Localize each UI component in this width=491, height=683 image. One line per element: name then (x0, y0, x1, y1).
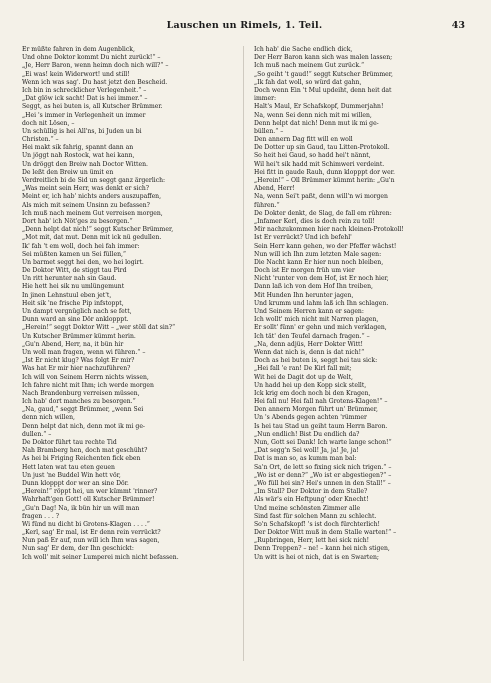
text-line: Sein Herr kann gehen, wo der Pfeffer wächst! (254, 242, 397, 250)
text-line: De Dokter denkt, de Slag, de fall em rühren: (254, 209, 392, 217)
text-line: Nun sag' Er dem, der Ihn geschickt: (22, 545, 134, 553)
text-line: Seggt, as hei buten is, all Kutscher Brümmer. (22, 103, 163, 111)
text-line: Doch as hei buten is, seggt hei tau sick: (254, 357, 378, 365)
text-line: Ich tät' den Teufel darnach fragen.“ – (254, 332, 370, 340)
text-line: „Hei 's immer in Verlegenheit un immer (22, 111, 146, 119)
text-line: Heit sik 'ne frische Pip infstoppt, (22, 299, 124, 307)
text-line: Ich muß nach meinem Gut verreisen morgen, (22, 209, 163, 217)
text-line: „Wo füll hei sin? Hei's unnen in den Stall!“ – (254, 479, 391, 487)
text-line: So heit hei Gaud, so hadd hei't nännt, (254, 152, 371, 160)
text-line: Ich woll' mit seiner Lumperei mich nicht befassen. (22, 553, 179, 561)
text-column-right (254, 46, 468, 562)
text-line: Nun will ich Ihn zum letzten Male sagen: (254, 250, 382, 258)
text-line: Wenn ich was sag'. Du hast jetzt den Bescheid. (22, 78, 168, 86)
text-line: Ich will von Seinem Herrn nichts wissen, (22, 373, 149, 381)
text-line: Un dampt vergnüglich nach se fett, (22, 308, 132, 315)
text-line: So'n Schafskopf! 's ist doch fürchterlich! (254, 520, 380, 528)
text-line: führen.“ (254, 201, 280, 209)
text-line: „Herein!“ seggt Doktor Witt – „wer stöll dat sin?“ (22, 324, 176, 332)
text-line: „Denn helpt dat nich!“ seggt Kutscher Brümmer, (22, 226, 174, 234)
text-line: Wenn dat nich is, denn is dat nich!“ (254, 348, 365, 356)
text-line: denn nich willen, (22, 414, 75, 422)
text-line: Und ohne Doktor kommt Du nicht zurück!“ – (22, 54, 161, 62)
text-line: „Na, denn adjüs, Herr Dokter Witt! (254, 340, 363, 348)
text-line: Hie hett hei sik nu umlüngemunt (22, 283, 125, 291)
text-line: Sind fast für solchen Mann zu schlecht. (254, 512, 377, 520)
text-line: Dunn klopppt dor wer an sine Dör. (22, 479, 129, 487)
text-line: „Dat segg'n Sei woll! Ja, ja! Je, ja! (254, 447, 359, 455)
text-line: Was hat Er mir hier nachzuführen? (22, 365, 131, 373)
text-line: „Na, gaud,“ seggt Brümmer, „wenn Sei (22, 406, 144, 414)
text-line: Dat is man so, as kumm man bal: (254, 455, 357, 463)
text-line: Un hadd hei up den Kopp sick stellt, (254, 381, 367, 389)
text-line: De Doktor Witt, de stiggt tau Pird (22, 267, 127, 275)
text-line: „Was meint sein Herr, was denkt er sich? (22, 185, 150, 193)
text-line: Un jöggt nah Rostock, wat hei kann, (22, 152, 135, 160)
text-line: büllen.“ – (254, 127, 284, 135)
text-line: „Kerl, sag' Er mal, ist Er denn rein verrückt? (22, 529, 161, 537)
text-line: Dann laß ich von dem Hof Ihn treiben, (254, 283, 373, 291)
text-line: Wahrhaft'gen Gott! oll Kutscher Brümmer! (22, 496, 155, 504)
text-line: Ich hab' die Sache endlich dick, (254, 46, 353, 53)
text-line: Na, wenn Sei't paßt, denn will'n wi morgen (254, 193, 388, 201)
text-line: Den annern Morgen führt un' Brümmer, (254, 406, 378, 414)
text-line: Un dröggt den Breiw nah Doctor Witten. (22, 160, 148, 168)
text-line: In jinen Lehnstuul eben jet't, (22, 291, 112, 299)
text-line: Christen.“ – (22, 136, 59, 144)
text-line: Nun paß Er auf, nun will ich Ihm was sagen, (22, 537, 160, 545)
text-line: immer: (254, 95, 277, 103)
text-line: Doch wenn Ein 't Mul updeiht, denn heit dat (254, 86, 392, 94)
text-line: Wi fünd nu dicht bi Grotens-Klagen . . . .“ (22, 520, 150, 528)
text-line: Als mich mit seinem Unsinn zu befassen? (22, 201, 150, 209)
text-line: dullen.“ – (22, 430, 52, 438)
text-line: Mir nachzukommen hier nach kleinen-Protokoll! (254, 226, 404, 234)
text-line: Abend, Herr! (254, 185, 295, 193)
text-line: Un just 'ne Buddel Win hett vör, (22, 471, 121, 479)
text-line: Doch ist Er morgen früh um vier (254, 267, 355, 275)
text-line: Nah Bramberg hen, doch mat geschüht? (22, 447, 148, 455)
text-line: Ist Er verrückt? Und ich befehl' (254, 234, 352, 242)
text-line: „Ist Er nicht klug? Was folgt Er mir? (22, 357, 135, 365)
text-line: Na, wenn Sei denn nich mit mi willen, (254, 111, 372, 119)
text-line: Und Seinem Herren kann er sagen: (254, 308, 364, 315)
text-line: „Gu'n Dag! Na, ik bün hir un will man (22, 504, 140, 512)
text-line: Un woll man fragen, wenn wi führen.“ – (22, 348, 146, 356)
text-line: fragen . . . ? (22, 512, 60, 520)
text-line: Un schüllig is hei All'ns, bi Juden un bi (22, 127, 142, 135)
text-line: Die Nacht kann Er hier nun noch bleiben, (254, 258, 384, 266)
text-line: Un 's Abends gegen achten 'rümmer (254, 414, 367, 422)
column-divider (243, 46, 244, 661)
text-line: Und meine schönsten Zimmer alle (254, 504, 361, 512)
text-line: „Ei was! kein Widerwort! und still! (22, 70, 130, 78)
text-line: Nach Brandenburg verreisen müssen, (22, 389, 140, 397)
text-line: „Infamer Kerl, dies is doch rein zu toll! (254, 217, 375, 225)
text-line: Hei fitt in gaude Rauh, dunn klopppt dor wer. (254, 168, 395, 176)
text-line: Wil hei't sik hadd mit Schimweri verdeint. (254, 160, 385, 168)
text-line: Nun, Gott sei Dank! Ich warte lange schon!“ (254, 439, 392, 446)
text-line: Un Kutscher Brümmer kümmt herin. (22, 332, 136, 340)
text-line: Un witt is hei ot nich, dat is en Swarten; (254, 553, 379, 561)
text-line: „So geiht 't gaud!“ seggt Kutscher Brümmer, (254, 70, 393, 78)
text-line: „Hei fall 'e ran! De Kirl fall mit; (254, 365, 352, 373)
text-line: Dunn ward an sine Dör anklopppt. (22, 316, 129, 324)
text-line: Der Doktor Witt muß in dem Stalle warten!“ – (254, 529, 397, 537)
text-line: Halt's Maul, Er Schafskopf, Dummerjahn! (254, 103, 384, 111)
text-line: Er müßte fahren in dem Augenblick, (22, 46, 135, 53)
text-line: „Nun endlich! Bist Du endlich da? (254, 430, 360, 438)
text-line: Ich bin in schrecklicher Verlegenheit.“ – (22, 86, 147, 94)
text-line: Denn helpt dat nich, denn mot ik mi ge- (22, 422, 145, 430)
page-number: 43 (451, 20, 465, 31)
page-header (24, 20, 465, 36)
text-line: Un ritt herunter nah sin Gaud. (22, 275, 117, 283)
text-line: Als wär's ein Heftpung' oder Knecht! (254, 496, 369, 504)
text-line: Wit hei de Dagit dot up de Welt, (254, 373, 353, 381)
text-line: De leßt den Breiw un ümit en (22, 168, 114, 176)
text-line: „Rupbringen, Herr, lett hei sick nich! (254, 537, 370, 545)
text-line: Denn helpt dat nich! Denn mut ik mi ge- (254, 119, 379, 127)
text-line: „Mot mit, dat mut. Denn mit ick nü gedullen. (22, 234, 162, 242)
text-line: Hei makt sik fahrig, spannt dann an (22, 144, 134, 152)
text-line: „Herein!“ röppt hei, un wer kümmt 'rinner? (22, 488, 158, 496)
text-line: Ich fahre nicht mit Ihm; ich werde morgen (22, 381, 154, 389)
text-line: Den annern Dag fitt will en woll (254, 136, 353, 144)
text-line: „Im Stall? Der Doktor in dem Stalle? (254, 488, 368, 496)
text-line: Und krumm und lahm laß ich Ihn schlagen. (254, 299, 389, 307)
text-line: Ick krig em doch noch bi den Kragen, (254, 389, 371, 397)
text-line: doch nit Lösen, – (22, 119, 75, 127)
text-line: Un barmet seggt hei den, wo hei logirt. (22, 258, 144, 266)
text-line: Nicht 'runter von dem Hof, ist Er noch hier, (254, 275, 389, 283)
text-line: Denn Treppen? – ne! – kann hei nich stigen, (254, 545, 390, 553)
text-line: Sa'n Ort, de lett so fixing sick nich trigen.“ – (254, 463, 392, 471)
text-line: Hett laten wat tau eten geuen (22, 463, 115, 471)
text-line: Is hei tau Stad un geiht taum Herrn Baron. (254, 422, 388, 430)
text-line: Ich wollt' mich nicht mit Narren plagen, (254, 316, 379, 324)
text-column-left (22, 46, 236, 562)
text-line: „Herein!“ – Oll Brümmer kümmt herin: „Gu'n (254, 177, 395, 184)
text-line: Ich hab' dort manches zu besorgen.“ (22, 398, 136, 406)
text-line: Ich muß nach meinem Gut zurück.“ (254, 62, 365, 70)
text-line: De Dotter up sin Gaud, tau Litten-Protokoll. (254, 144, 390, 152)
text-line: Dort hab' ich Nöt'ges zu besorgen.“ (22, 217, 133, 225)
text-line: „Wo ist er denn?“ „Wo ist er abgestiegen?“ – (254, 471, 392, 479)
text-line: Mit Hunden Ihn herunter jagen, (254, 291, 354, 299)
text-line: „Dat glöw ick sacht! Dat is hei immer.“ – (22, 95, 148, 103)
text-line: Hei fall nu! Hei fall nah Grotens-Klagen!“ – (254, 398, 388, 406)
text-line: Sei müßten kamen un Sei füllen,“ (22, 250, 127, 258)
text-line: De Doktor führt tau rechte Tid (22, 439, 117, 446)
text-line: As hei bi Friging Reichenten fick eben (22, 455, 141, 463)
text-line: Verdreitlich bi de Sid un seggt ganz ärgerlich: (22, 177, 166, 184)
text-line: „Je, Herr Baron, wenn heimn doch nich will?“ – (22, 62, 169, 70)
text-line: „Gu'n Abend, Herr, na, it bün hir (22, 340, 124, 348)
text-line: Der Herr Baron kann sich was malen lassen; (254, 54, 393, 62)
running-title: Lauschen un Rimels, 1. Teil. (166, 20, 323, 31)
text-line: Meint er, ich hab' nichts anders auszupaffen, (22, 193, 162, 201)
text-line: „Ik fah dat woll, so würd dat gahn, (254, 78, 362, 86)
text-line: Ik' fah 't em woll, doch hei fah immer: (22, 242, 140, 250)
text-line: Er sollt' fünn' er gehn und mich verklagen, (254, 324, 387, 332)
